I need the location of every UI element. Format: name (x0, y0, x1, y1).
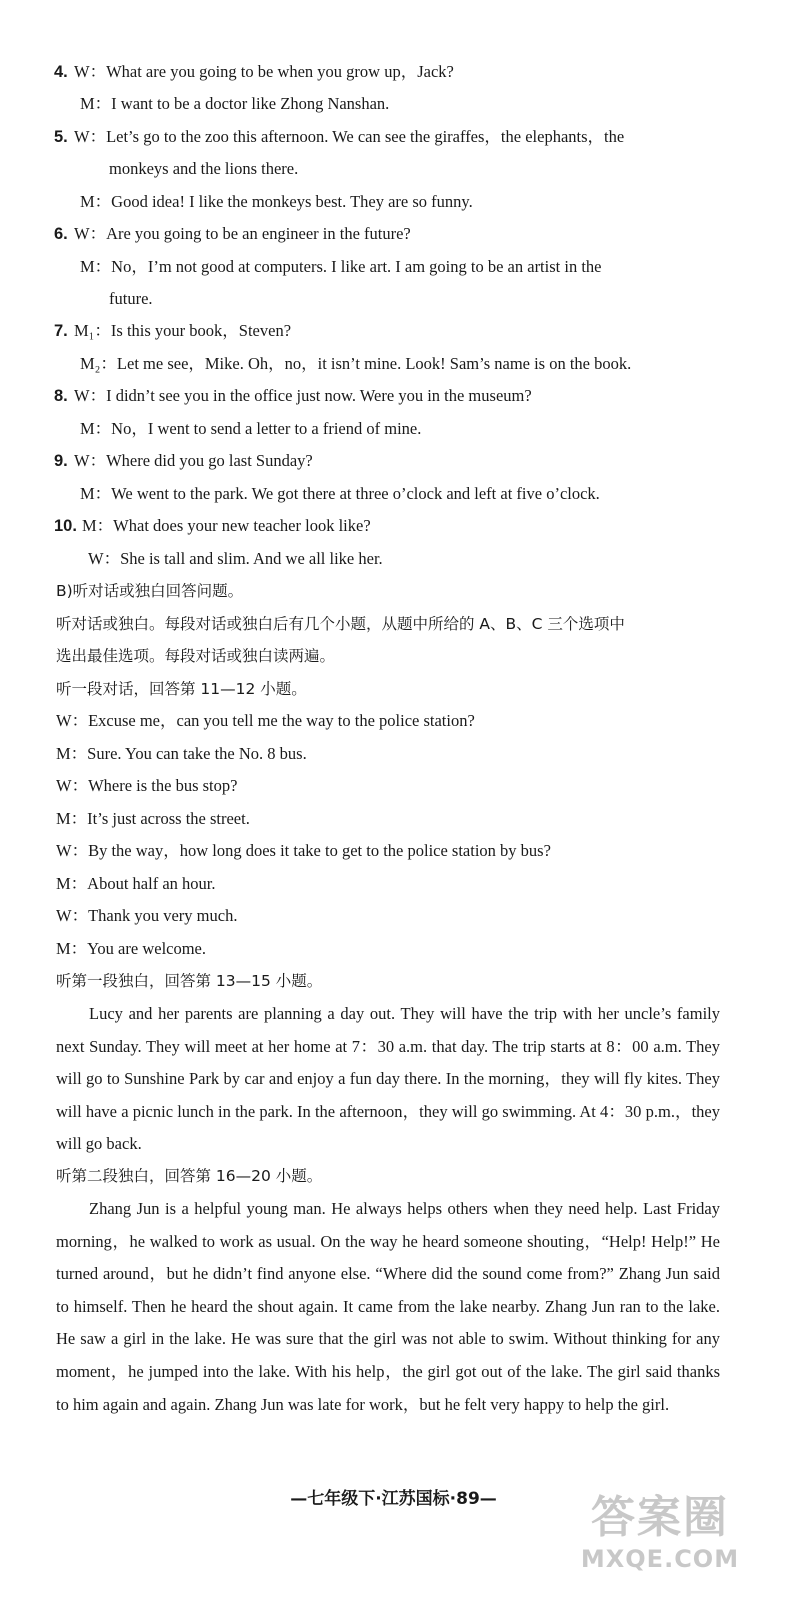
monologue1-text: Lucy and her parents are planning a day out. They will have the trip with her uncle’s family next Sunday. They will meet at her home at 7：30 a.m. that day. The trip starts at 8：00 a.m. They will go to Sunshine Park by car and enjoy a fun day there. In the morning，they will fly kites. They will have a picnic lunch in the park. In the afternoon，they will go swimming. At 4：30 p.m.，they will go back. (56, 1004, 720, 1154)
q10-man-text: M：What does your new teacher look like? (82, 516, 371, 535)
dialogue-heading: 听一段对话，回答第 11—12 小题。 (56, 680, 307, 698)
question-number: 8. (54, 387, 68, 405)
q8-man-line: M：No，I went to send a letter to a friend of mine. (80, 419, 422, 438)
question-number: 9. (54, 452, 68, 470)
site-watermark (540, 1490, 780, 1590)
q4-man-line: M：I want to be a doctor like Zhong Nanshan. (80, 94, 390, 113)
dialogue-line: W：Thank you very much. (56, 906, 238, 925)
dialogue-line: M：It’s just across the street. (56, 809, 250, 828)
dialogue-line: W：Excuse me，can you tell me the way to the police station? (56, 711, 475, 730)
q6-man-line: M：No，I’m not good at computers. I like art. I am going to be an artist in the (80, 257, 602, 276)
q6-woman-text: W：Are you going to be an engineer in the future? (74, 224, 411, 243)
q7-man2-line: M₂：Let me see，Mike. Oh，no，it isn’t mine. Look! Sam’s name is on the book. (80, 354, 632, 373)
watermark-logo: 答案圈 (591, 1492, 729, 1543)
watermark-domain: MXQE.COM (580, 1545, 740, 1573)
q7-man1-text: M₁：Is this your book，Steven? (74, 321, 292, 340)
dialogue-line: W：Where is the bus stop? (56, 776, 238, 795)
question-number: 10. (54, 517, 77, 535)
dialogue-line: W：By the way，how long does it take to get to the police station by bus? (56, 841, 551, 860)
monologue1-paragraph (56, 998, 720, 1161)
section-b-instructions-cont: 选出最佳选项。每段对话或独白读两遍。 (56, 647, 336, 665)
q5-woman-line-cont: monkeys and the lions there. (109, 159, 299, 178)
question-number: 7. (54, 322, 68, 340)
page-footer: —七年级下·江苏国标·89— (290, 1489, 497, 1509)
q5-man-line: M：Good idea! I like the monkeys best. They are so funny. (80, 192, 473, 211)
question-number: 5. (54, 128, 68, 146)
dialogue-line: M：About half an hour. (56, 874, 216, 893)
dialogue-line: M：You are welcome. (56, 939, 207, 958)
q5-woman-text: W：Let’s go to the zoo this afternoon. We can see the giraffes，the elephants，the (74, 127, 625, 146)
section-b-heading: B)听对话或独白回答问题。 (56, 582, 244, 600)
q8-woman-text: W：I didn’t see you in the office just now. Were you in the museum? (74, 386, 532, 405)
dialogue-line: M：Sure. You can take the No. 8 bus. (56, 744, 307, 763)
q9-man-line: M：We went to the park. We got there at three o’clock and left at five o’clock. (80, 484, 600, 503)
q10-woman-line: W：She is tall and slim. And we all like her. (88, 549, 383, 568)
monologue1-heading: 听第一段独白，回答第 13—15 小题。 (56, 972, 323, 990)
q4-woman-text: W：What are you going to be when you grow up，Jack? (74, 62, 454, 81)
question-number: 6. (54, 225, 68, 243)
section-b-instructions: 听对话或独白。每段对话或独白后有几个小题，从题中所给的 A、B、C 三个选项中 (56, 615, 625, 633)
q6-man-line-cont: future. (109, 289, 153, 308)
question-number: 4. (54, 63, 68, 81)
monologue2-text: Zhang Jun is a helpful young man. He always helps others when they need help. Last Friday morning，he walked to work as usual. On the way he heard someone shouting，“Help! Help!” He turned around，but he didn’t find anyone else. “Where did the sound come from?” Zhang Jun said to himself. Then he heard the shout again. It came from the lake nearby. Zhang Jun ran to the lake. He saw a girl in the lake. He was sure that the girl was not able to swim. Without thinking for any moment，he jumped into the lake. With his help，the girl got out of the lake. The girl said thanks to him again and again. Zhang Jun was late for work，but he felt very happy to help the girl. (56, 1199, 720, 1414)
monologue2-paragraph (56, 1193, 720, 1421)
monologue2-heading: 听第二段独白，回答第 16—20 小题。 (56, 1167, 323, 1185)
q9-woman-text: W：Where did you go last Sunday? (74, 451, 313, 470)
